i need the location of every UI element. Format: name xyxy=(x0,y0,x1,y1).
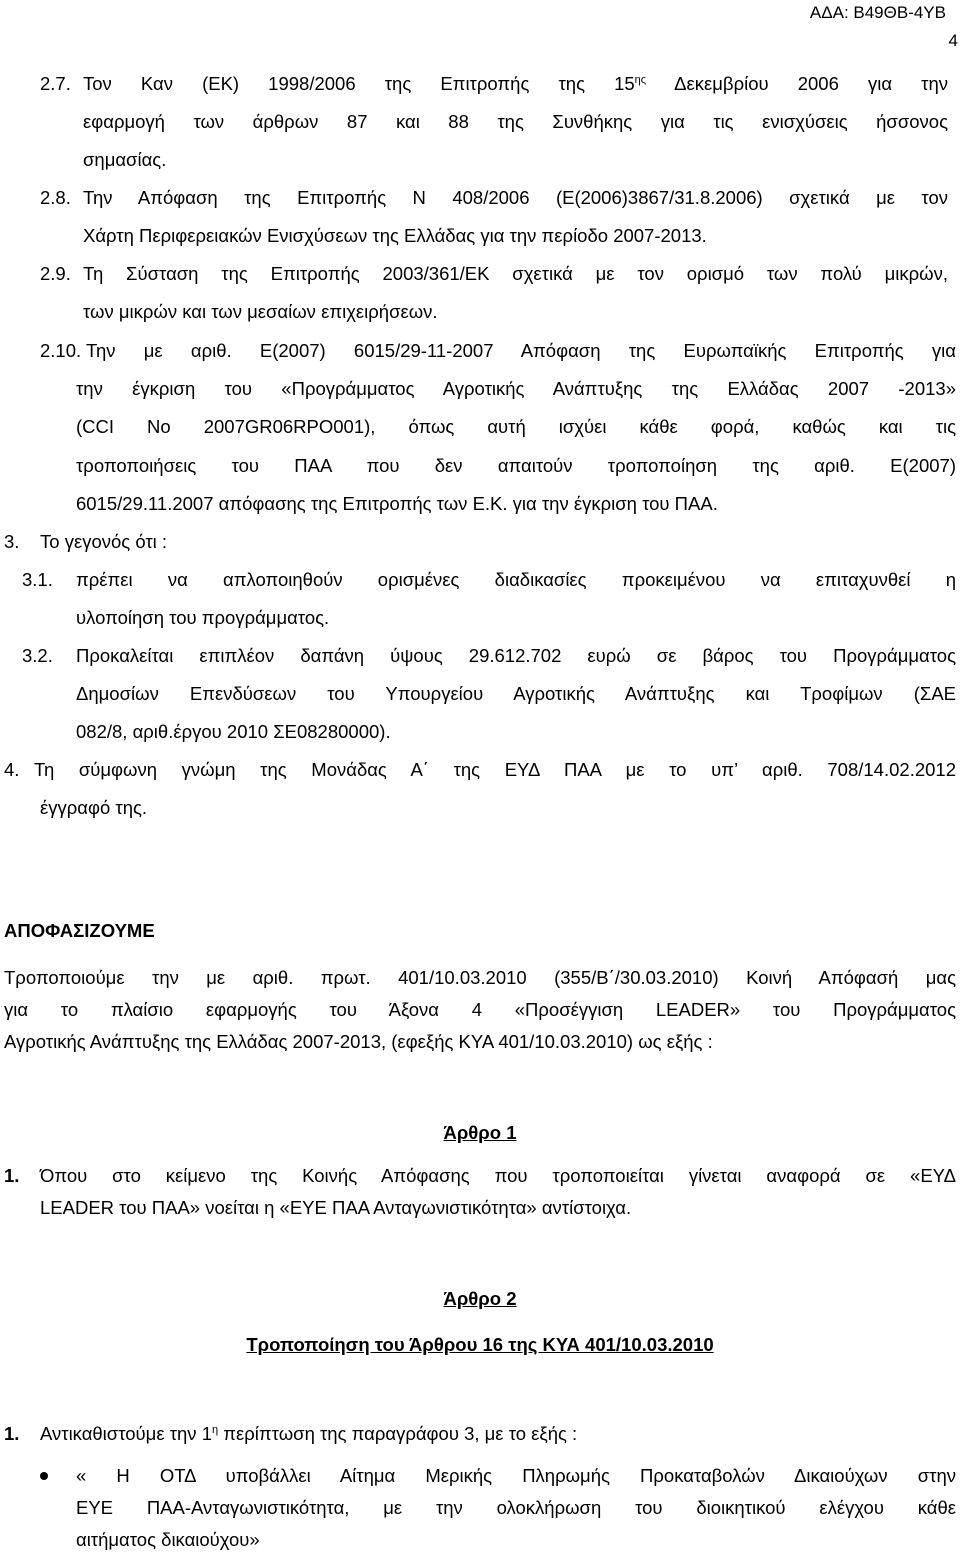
bullet-text-line: αιτήματος δικαιούχου» xyxy=(76,1529,260,1550)
page-number: 4 xyxy=(948,31,958,50)
item-text-line: Την με αριθ. Ε(2007) 6015/29-11-2007 Απόφαση της Ευρωπαϊκής Επιτροπής για xyxy=(86,340,956,361)
article-2-subtitle: Τροποποίηση του Άρθρου 16 της ΚΥΑ 401/10.03.2010 xyxy=(246,1334,714,1355)
article-1-text-line: LEADER του ΠΑΑ» νοείται η «ΕΥΕ ΠΑΑ Ανταγωνιστικότητα» αντίστοιχα. xyxy=(40,1197,632,1218)
item-number: 3. xyxy=(4,531,20,552)
item-text-line: Το γεγονός ότι : xyxy=(40,531,168,552)
item-text-line: 6015/29.11.2007 απόφασης της Επιτροπής των Ε.Κ. για την έγκριση του ΠΑΑ. xyxy=(76,493,718,514)
ada-code: ΑΔΑ: Β49ΘΒ-4ΥΒ xyxy=(809,3,946,22)
decision-text-line: Αγροτικής Ανάπτυξης της Ελλάδας 2007-2013, (εφεξής ΚΥΑ 401/10.03.2010) ως εξής : xyxy=(4,1031,713,1052)
decision-text-line: Τροποποιούμε την με αριθ. πρωτ. 401/10.03.2010 (355/Β΄/30.03.2010) Κοινή Απόφασή μας xyxy=(4,967,956,988)
item-text-line: Δημοσίων Επενδύσεων του Υπουργείου Αγροτικής Ανάπτυξης και Τροφίμων (ΣΑΕ xyxy=(76,683,956,704)
item-text-line: εφαρμογή των άρθρων 87 και 88 της Συνθήκης για τις ενισχύσεις ήσσονος xyxy=(83,111,948,132)
article-2-title: Άρθρο 2 xyxy=(443,1288,517,1309)
item-text-line: Τη Σύσταση της Επιτροπής 2003/361/ΕΚ σχετικά με τον ορισμό των πολύ μικρών, xyxy=(83,263,948,284)
item-text-line: Προκαλείται επιπλέον δαπάνη ύψους 29.612.702 ευρώ σε βάρος του Προγράμματος xyxy=(76,645,956,666)
item-number: 2.9. xyxy=(40,263,71,284)
bullet-text-line: « Η ΟΤΔ υποβάλλει Αίτημα Μερικής Πληρωμής Προκαταβολών Δικαιούχων στην xyxy=(76,1465,956,1486)
item-number: 2.8. xyxy=(40,187,71,208)
item-number: 2.10. xyxy=(40,340,82,361)
article-1-title: Άρθρο 1 xyxy=(443,1122,517,1143)
item-text-line: (CCI No 2007GR06RPO001), όπως αυτή ισχύει κάθε φορά, καθώς και τις xyxy=(76,416,956,437)
item-text-line: Την Απόφαση της Επιτροπής Ν 408/2006 (Ε(2006)3867/31.8.2006) σχετικά με τον xyxy=(83,187,948,208)
item-number: 3.1. xyxy=(22,569,53,590)
item-text-line: τροποποιήσεις του ΠΑΑ που δεν απαιτούν τροποποίηση της αριθ. Ε(2007) xyxy=(76,455,956,476)
article-2-text-line: Αντικαθιστούμε την $1^\eta$ περίπτωση της παραγράφου 3, με το εξής : xyxy=(40,1423,578,1444)
item-text-line: έγγραφό της. xyxy=(40,797,148,818)
article-1-text-line: Όπου στο κείμενο της Κοινής Απόφασης που τροποποιείται γίνεται αναφορά σε «ΕΥΔ xyxy=(40,1165,956,1186)
decision-heading: ΑΠΟΦΑΣΙΖΟΥΜΕ xyxy=(4,920,155,941)
article-2-paragraph-number: 1. xyxy=(4,1423,20,1444)
item-number: 3.2. xyxy=(22,645,53,666)
bullet-text-line: ΕΥΕ ΠΑΑ-Ανταγωνιστικότητα, με την ολοκλήρωση του διοικητικού ελέγχου κάθε xyxy=(76,1497,956,1518)
item-text-line: σημασίας. xyxy=(83,149,167,170)
item-text-line: πρέπει να απλοποιηθούν ορισμένες διαδικασίες προκειμένου να επιταχυνθεί η xyxy=(76,569,956,590)
item-text-line: υλοποίηση του προγράμματος. xyxy=(76,607,330,628)
article-1-paragraph-number: 1. xyxy=(4,1165,20,1186)
decision-text-line: για το πλαίσιο εφαρμογής του Άξονα 4 «Προσέγγιση LEADER» του Προγράμματος xyxy=(4,999,956,1020)
item-text-line: Χάρτη Περιφερειακών Ενισχύσεων της Ελλάδας για την περίοδο 2007-2013. xyxy=(83,225,707,246)
item-number: 4. xyxy=(4,759,20,780)
item-text-line: 082/8, αριθ.έργου 2010 ΣΕ08280000). xyxy=(76,721,391,742)
bullet-icon xyxy=(40,1472,48,1480)
item-text-line: Τον Καν (ΕΚ) 1998/2006 της Επιτροπής της $15^{\eta\varsigma}$ Δεκεμβρίου 2006 για την xyxy=(83,73,948,94)
item-text-line: των μικρών και των μεσαίων επιχειρήσεων. xyxy=(83,301,438,322)
item-text-line: την έγκριση του «Προγράμματος Αγροτικής Ανάπτυξης της Ελλάδας 2007 -2013» xyxy=(76,378,956,399)
item-text-line: Τη σύμφωνη γνώμη της Μονάδας Α΄ της ΕΥΔ ΠΑΑ με το υπ’ αριθ. 708/14.02.2012 xyxy=(34,759,956,780)
item-number: 2.7. xyxy=(40,73,71,94)
